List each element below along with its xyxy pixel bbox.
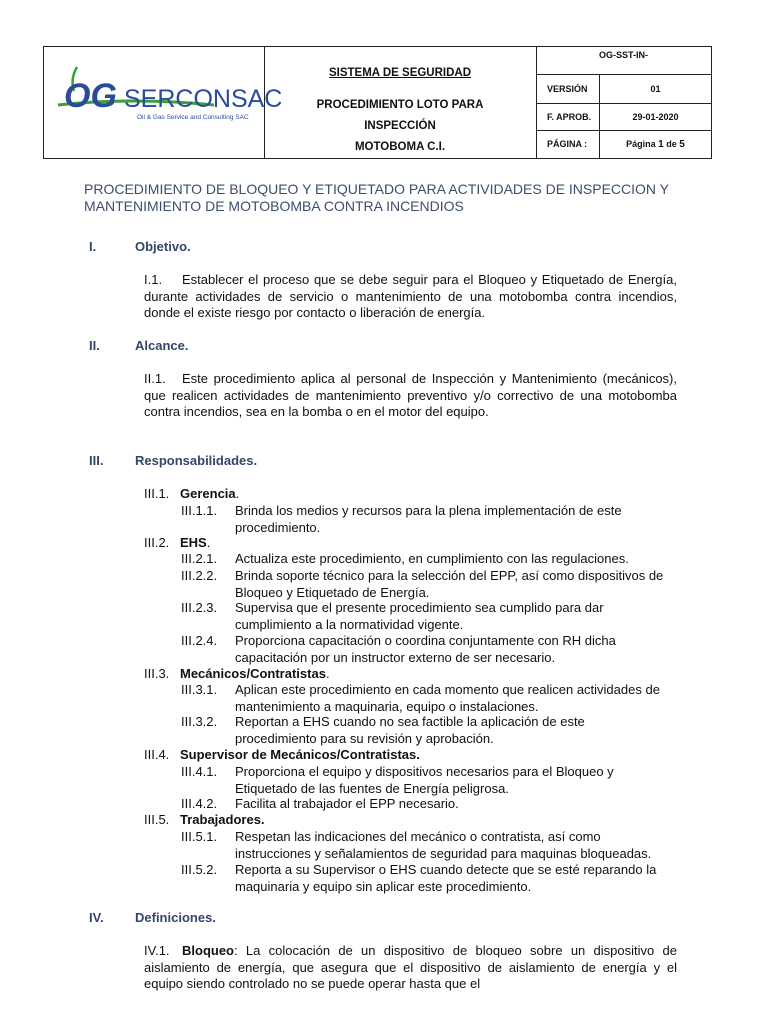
header-title-cell [264, 47, 537, 158]
procedure-title [284, 95, 516, 158]
document-header [43, 46, 712, 159]
approval-label: F. APROB. [536, 103, 600, 130]
logo-cell [44, 47, 283, 158]
section-heading-alcance: II. Alcance. [89, 338, 189, 353]
procedure-title-line2: MOTOBOMA C.I. [354, 141, 446, 153]
version-value: 01 [650, 84, 661, 94]
system-title: SISTEMA DE SEGURIDAD [328, 67, 472, 79]
page-row [536, 130, 711, 158]
section-heading-definiciones: IV. Definiciones. [89, 910, 216, 925]
section-heading-objetivo: I. Objetivo. [89, 239, 191, 254]
procedure-title-line1: PROCEDIMIENTO LOTO PARA INSPECCIÓN [316, 99, 484, 132]
paragraph-objetivo: I.1. Establecer el proceso que se debe seguir para el Bloqueo y Etiquetado de Energía, durante actividades de servicio o mantenimiento de una motobomba contra incendios, donde el existe riesgo por contacto o liberación de energía. [144, 272, 677, 321]
company-name: SERCONSAC [124, 85, 283, 113]
company-tagline: Oil & Gas Service and Consulting SAC [137, 114, 249, 121]
approval-date: 29-01-2020 [632, 111, 679, 122]
version-label: VERSIÓN [536, 75, 600, 103]
document-title [84, 181, 684, 215]
logo-mark: OG [64, 77, 117, 115]
section-heading-responsabilidades: III. Responsabilidades. [89, 453, 258, 468]
document-title-line2: MANTENIMIENTO DE MOTOBOMBA CONTRA INCENDIOS [84, 198, 464, 214]
page-number: Página 1 de 5 [626, 138, 685, 150]
header-meta-cell [536, 47, 711, 158]
company-logo [44, 47, 283, 158]
page-label: PÁGINA : [536, 130, 600, 158]
approval-row [536, 103, 711, 131]
paragraph-bloqueo: IV.1. Bloqueo: La colocación de un dispositivo de bloqueo sobre un dispositivo de aislamiento de energía, que asegura que el dispositivo de aislamiento de energía y el equipo siendo controlado no se puede operar hasta que el [144, 943, 677, 992]
document-title-line1: PROCEDIMIENTO DE BLOQUEO Y ETIQUETADO PARA ACTIVIDADES DE INSPECCION Y [84, 181, 670, 197]
version-row [536, 75, 711, 104]
paragraph-alcance: II.1. Este procedimiento aplica al personal de Inspección y Mantenimiento (mecánicos), que realicen actividades de mantenimiento preventivo y/o correctivo de una motobomba contra incendios, sea en la bomba o en el motor del equipo. [144, 371, 677, 420]
document-code: OG-SST-IN- [536, 47, 711, 75]
